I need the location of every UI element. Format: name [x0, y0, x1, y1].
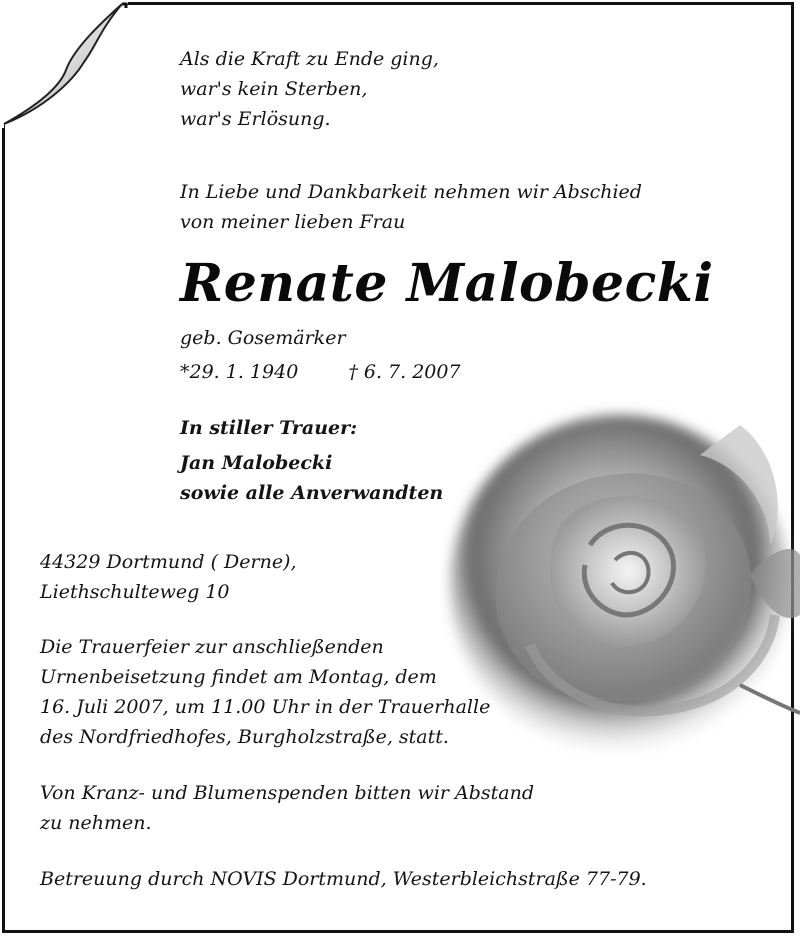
intro-line: In Liebe und Dankbarkeit nehmen wir Abschied: [180, 181, 642, 203]
flowers-note-line: Von Kranz- und Blumenspenden bitten wir Abstand: [40, 782, 535, 804]
undertaker-line: Betreuung durch NOVIS Dortmund, Westerbleichstraße 77-79.: [40, 868, 647, 890]
birth-name: geb. Gosemärker: [180, 327, 346, 349]
birth-date: *29. 1. 1940: [180, 361, 299, 383]
deceased-name: Renate Malobecki: [180, 253, 714, 314]
ceremony-line: Urnenbeisetzung findet am Montag, dem: [40, 666, 437, 688]
ceremony-line: 16. Juli 2007, um 11.00 Uhr in der Trauerhalle: [40, 696, 491, 718]
page-curl-icon: [0, 0, 130, 130]
mourners-heading: In stiller Trauer:: [180, 417, 358, 439]
rose-image: [440, 395, 800, 770]
address-line: 44329 Dortmund ( Derne),: [40, 551, 297, 573]
ceremony-line: Die Trauerfeier zur anschließenden: [40, 636, 384, 658]
motto-line: Als die Kraft zu Ende ging,: [180, 48, 439, 70]
intro-line: von meiner lieben Frau: [180, 211, 406, 233]
motto-line: war's Erlösung.: [180, 108, 331, 130]
life-dates: [180, 357, 461, 387]
address-line: Liethschulteweg 10: [40, 581, 230, 603]
motto-line: war's kein Sterben,: [180, 78, 368, 100]
mourner-line: Jan Malobecki: [180, 452, 333, 474]
flowers-note-line: zu nehmen.: [40, 812, 152, 834]
mourner-line: sowie alle Anverwandten: [180, 482, 444, 504]
death-date: † 6. 7. 2007: [348, 361, 461, 383]
ceremony-line: des Nordfriedhofes, Burgholzstraße, statt.: [40, 726, 449, 748]
